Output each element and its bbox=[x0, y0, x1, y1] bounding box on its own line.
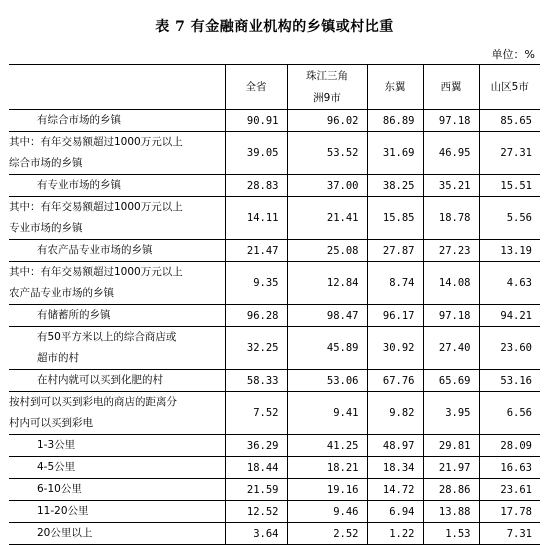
value-cell: 12.84 bbox=[287, 262, 367, 305]
table-row bbox=[9, 132, 540, 175]
value-cell: 18.34 bbox=[367, 457, 423, 479]
value-cell: 53.52 bbox=[287, 132, 367, 175]
value-cell: 58.33 bbox=[225, 370, 287, 392]
value-cell: 6.56 bbox=[479, 392, 540, 435]
value-cell: 96.02 bbox=[287, 110, 367, 132]
column-header bbox=[479, 65, 540, 110]
table-row bbox=[9, 110, 540, 132]
value-cell: 27.87 bbox=[367, 240, 423, 262]
value-cell: 1.22 bbox=[367, 523, 423, 545]
value-cell: 18.78 bbox=[423, 197, 479, 240]
row-label-text: 其中：有年交易额超过1000万元以上 bbox=[9, 266, 183, 278]
value-cell: 28.86 bbox=[423, 479, 479, 501]
row-label-text: 有专业市场的乡镇 bbox=[37, 179, 121, 191]
row-label-text: 1-3公里 bbox=[37, 439, 76, 451]
value-cell: 25.08 bbox=[287, 240, 367, 262]
value-cell: 17.78 bbox=[479, 501, 540, 523]
value-cell: 41.25 bbox=[287, 435, 367, 457]
value-cell: 9.35 bbox=[225, 262, 287, 305]
value-cell: 38.25 bbox=[367, 175, 423, 197]
table-title: 表 7 有金融商业机构的乡镇或村比重 bbox=[155, 19, 394, 35]
value-cell: 9.46 bbox=[287, 501, 367, 523]
header-blank-cell bbox=[9, 65, 225, 110]
value-cell: 6.94 bbox=[367, 501, 423, 523]
value-cell: 15.51 bbox=[479, 175, 540, 197]
table-row bbox=[9, 175, 540, 197]
value-cell: 27.31 bbox=[479, 132, 540, 175]
column-header-text: 洲9市 bbox=[313, 92, 341, 104]
row-label bbox=[9, 240, 225, 262]
value-cell: 35.21 bbox=[423, 175, 479, 197]
value-cell: 27.40 bbox=[423, 327, 479, 370]
value-cell: 29.81 bbox=[423, 435, 479, 457]
value-cell: 1.53 bbox=[423, 523, 479, 545]
row-label bbox=[9, 479, 225, 501]
row-label bbox=[9, 197, 225, 240]
value-cell: 28.09 bbox=[479, 435, 540, 457]
value-cell: 13.19 bbox=[479, 240, 540, 262]
value-cell: 67.76 bbox=[367, 370, 423, 392]
column-header bbox=[287, 65, 367, 110]
value-cell: 19.16 bbox=[287, 479, 367, 501]
value-cell: 21.97 bbox=[423, 457, 479, 479]
header-row bbox=[9, 65, 540, 110]
table-row bbox=[9, 523, 540, 545]
row-label bbox=[9, 457, 225, 479]
column-header bbox=[225, 65, 287, 110]
table-row bbox=[9, 479, 540, 501]
value-cell: 7.31 bbox=[479, 523, 540, 545]
table-row bbox=[9, 305, 540, 327]
table-row bbox=[9, 501, 540, 523]
row-label bbox=[9, 305, 225, 327]
value-cell: 21.59 bbox=[225, 479, 287, 501]
value-cell: 4.63 bbox=[479, 262, 540, 305]
table-body bbox=[9, 110, 540, 545]
column-header-text: 珠江三角 bbox=[306, 70, 348, 82]
row-label-text: 专业市场的乡镇 bbox=[9, 222, 83, 234]
value-cell: 14.11 bbox=[225, 197, 287, 240]
row-label-text: 综合市场的乡镇 bbox=[9, 157, 83, 169]
value-cell: 97.18 bbox=[423, 110, 479, 132]
value-cell: 32.25 bbox=[225, 327, 287, 370]
table-row bbox=[9, 370, 540, 392]
row-label bbox=[9, 435, 225, 457]
value-cell: 3.95 bbox=[423, 392, 479, 435]
value-cell: 97.18 bbox=[423, 305, 479, 327]
value-cell: 90.91 bbox=[225, 110, 287, 132]
value-cell: 9.41 bbox=[287, 392, 367, 435]
row-label-text: 村内可以买到彩电 bbox=[9, 417, 93, 429]
row-label bbox=[9, 262, 225, 305]
column-header bbox=[367, 65, 423, 110]
row-label-text: 20公里以上 bbox=[37, 527, 93, 539]
value-cell: 94.21 bbox=[479, 305, 540, 327]
row-label bbox=[9, 327, 225, 370]
value-cell: 15.85 bbox=[367, 197, 423, 240]
value-cell: 46.95 bbox=[423, 132, 479, 175]
value-cell: 18.44 bbox=[225, 457, 287, 479]
row-label-text: 6-10公里 bbox=[37, 483, 82, 495]
table-row bbox=[9, 435, 540, 457]
value-cell: 27.23 bbox=[423, 240, 479, 262]
row-label-text: 有综合市场的乡镇 bbox=[37, 114, 121, 126]
row-label bbox=[9, 110, 225, 132]
value-cell: 36.29 bbox=[225, 435, 287, 457]
column-header-text: 西翼 bbox=[440, 81, 462, 93]
row-label bbox=[9, 501, 225, 523]
value-cell: 9.82 bbox=[367, 392, 423, 435]
value-cell: 3.64 bbox=[225, 523, 287, 545]
row-label bbox=[9, 392, 225, 435]
table-row bbox=[9, 262, 540, 305]
row-label-text: 11-20公里 bbox=[37, 505, 89, 517]
unit-label: 单位：% bbox=[491, 48, 535, 61]
table-row bbox=[9, 392, 540, 435]
value-cell: 21.47 bbox=[225, 240, 287, 262]
value-cell: 53.16 bbox=[479, 370, 540, 392]
value-cell: 45.89 bbox=[287, 327, 367, 370]
value-cell: 18.21 bbox=[287, 457, 367, 479]
row-label-text: 在村内就可以买到化肥的村 bbox=[37, 374, 163, 386]
row-label-text: 其中：有年交易额超过1000万元以上 bbox=[9, 136, 183, 148]
table-row bbox=[9, 240, 540, 262]
row-label-text: 超市的村 bbox=[37, 352, 79, 364]
value-cell: 5.56 bbox=[479, 197, 540, 240]
value-cell: 21.41 bbox=[287, 197, 367, 240]
value-cell: 28.83 bbox=[225, 175, 287, 197]
value-cell: 48.97 bbox=[367, 435, 423, 457]
row-label-text: 有50平方米以上的综合商店或 bbox=[37, 331, 177, 343]
value-cell: 37.00 bbox=[287, 175, 367, 197]
column-header-text: 全省 bbox=[245, 81, 267, 93]
column-header bbox=[423, 65, 479, 110]
value-cell: 96.28 bbox=[225, 305, 287, 327]
row-label-text: 按村到可以买到彩电的商店的距离分 bbox=[9, 396, 177, 408]
value-cell: 2.52 bbox=[287, 523, 367, 545]
value-cell: 39.05 bbox=[225, 132, 287, 175]
row-label-text: 有农产品专业市场的乡镇 bbox=[37, 244, 153, 256]
value-cell: 12.52 bbox=[225, 501, 287, 523]
table-row bbox=[9, 457, 540, 479]
row-label-text: 有储蓄所的乡镇 bbox=[37, 309, 111, 321]
column-header-text: 山区5市 bbox=[490, 81, 529, 93]
value-cell: 8.74 bbox=[367, 262, 423, 305]
row-label bbox=[9, 175, 225, 197]
table-row bbox=[9, 197, 540, 240]
value-cell: 23.60 bbox=[479, 327, 540, 370]
value-cell: 86.89 bbox=[367, 110, 423, 132]
value-cell: 65.69 bbox=[423, 370, 479, 392]
value-cell: 96.17 bbox=[367, 305, 423, 327]
value-cell: 23.61 bbox=[479, 479, 540, 501]
value-cell: 13.88 bbox=[423, 501, 479, 523]
value-cell: 53.06 bbox=[287, 370, 367, 392]
column-header-text: 东翼 bbox=[384, 81, 406, 93]
row-label bbox=[9, 370, 225, 392]
value-cell: 30.92 bbox=[367, 327, 423, 370]
table-row bbox=[9, 327, 540, 370]
value-cell: 7.52 bbox=[225, 392, 287, 435]
row-label bbox=[9, 132, 225, 175]
row-label-text: 4-5公里 bbox=[37, 461, 76, 473]
value-cell: 16.63 bbox=[479, 457, 540, 479]
row-label-text: 农产品专业市场的乡镇 bbox=[9, 287, 114, 299]
value-cell: 98.47 bbox=[287, 305, 367, 327]
value-cell: 85.65 bbox=[479, 110, 540, 132]
value-cell: 14.72 bbox=[367, 479, 423, 501]
row-label-text: 其中：有年交易额超过1000万元以上 bbox=[9, 201, 183, 213]
data-table bbox=[9, 64, 540, 545]
value-cell: 14.08 bbox=[423, 262, 479, 305]
value-cell: 31.69 bbox=[367, 132, 423, 175]
row-label bbox=[9, 523, 225, 545]
